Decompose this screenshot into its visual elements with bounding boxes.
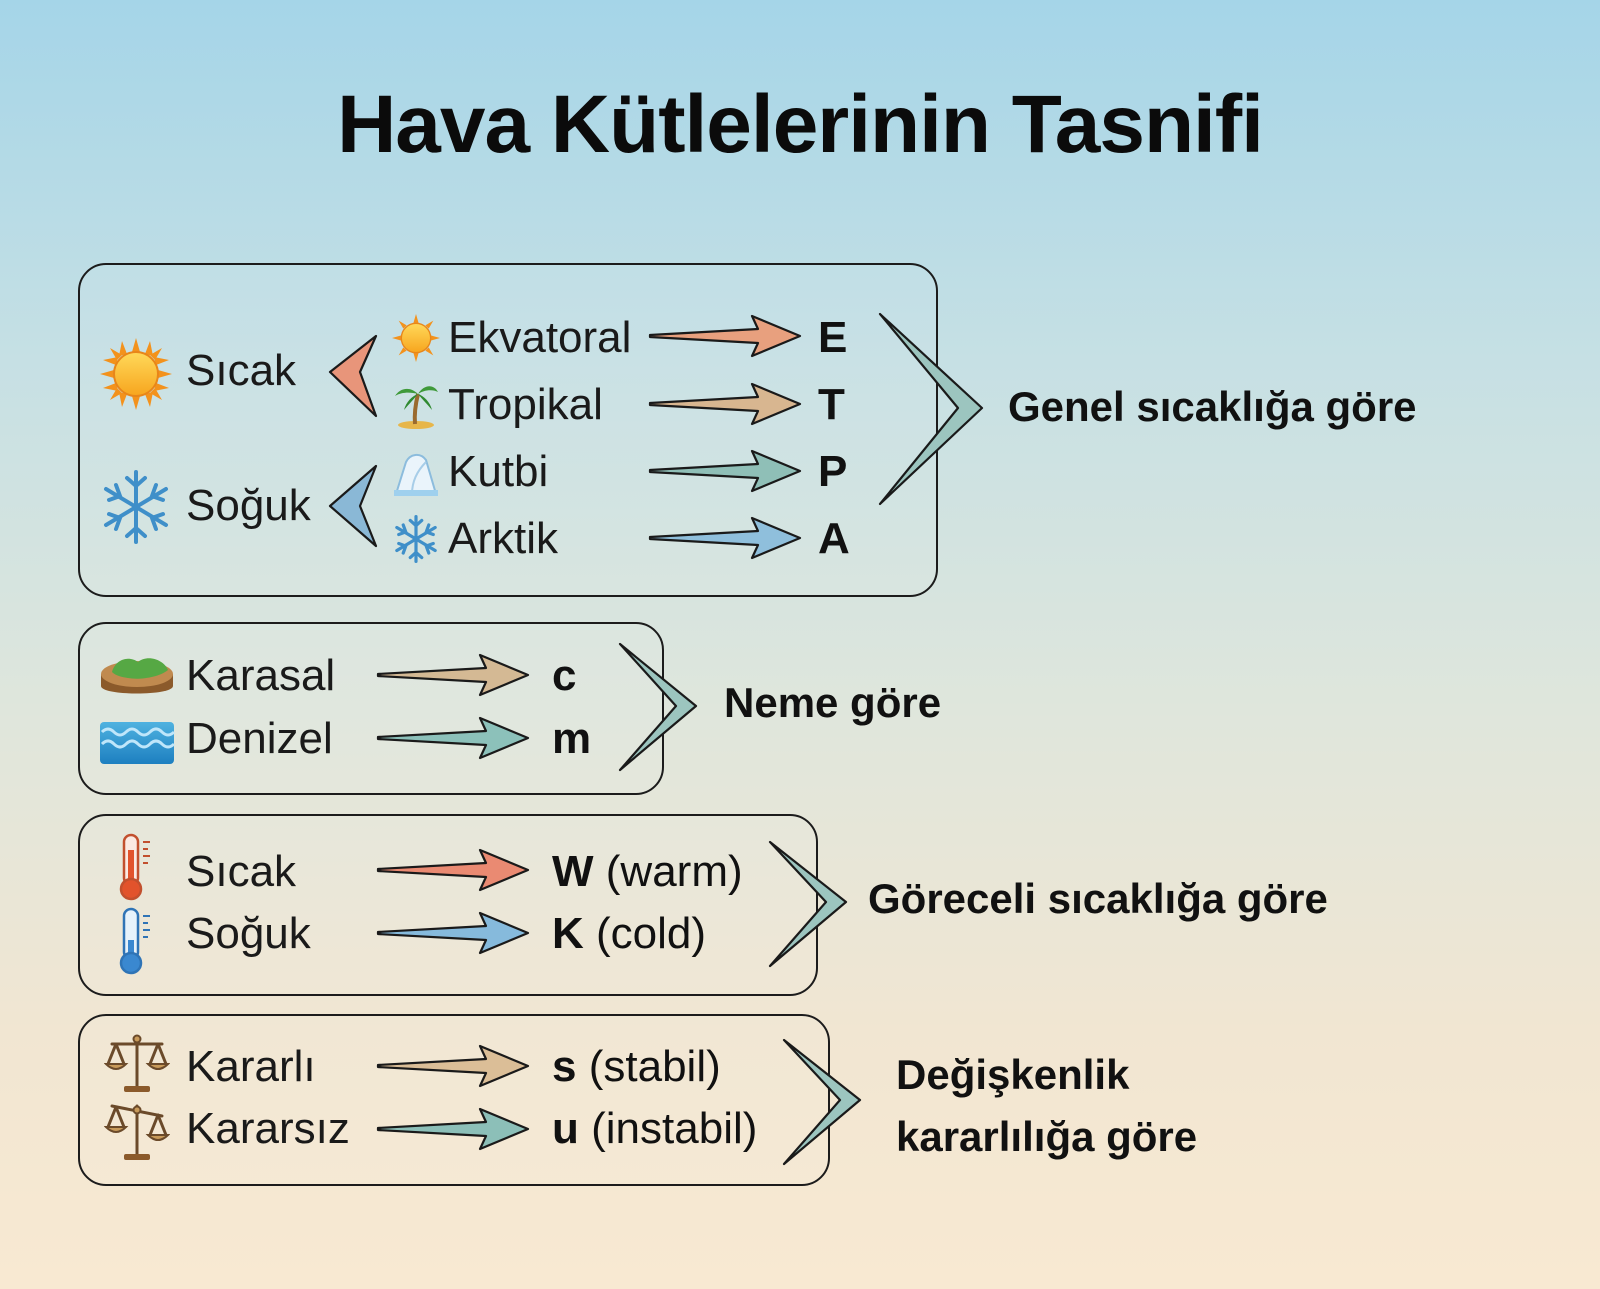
code-A: A	[818, 514, 850, 563]
arrow-equatorial	[650, 316, 800, 356]
side-label-stability-line1: Değişkenlik	[896, 1051, 1130, 1098]
code-paren: (instabil)	[591, 1104, 758, 1153]
item-label-equatorial: Ekvatoral	[448, 313, 632, 362]
side-label-general-temperature: Genel sıcaklığa göre	[1008, 383, 1417, 430]
chevron-group-relative	[770, 842, 846, 966]
item-label-warm: Sıcak	[186, 847, 297, 896]
chevron-warm	[330, 336, 376, 416]
item-label-continental: Karasal	[186, 651, 336, 700]
code-letter: W	[552, 847, 594, 896]
chevron-group-stability	[784, 1040, 860, 1164]
item-label-unstable: Kararsız	[186, 1104, 350, 1153]
code-m: m	[552, 714, 592, 763]
arrow-tropical	[650, 384, 800, 424]
code-letter: K	[552, 909, 584, 958]
item-label-maritime: Denizel	[186, 714, 333, 763]
parent-label-warm: Sıcak	[186, 346, 297, 395]
item-label-stable: Kararlı	[186, 1042, 316, 1091]
side-label-stability-line2: kararlılığa göre	[896, 1113, 1198, 1160]
arrow-continental	[378, 655, 528, 695]
arrow-polar	[650, 451, 800, 491]
code-paren: (stabil)	[588, 1042, 721, 1091]
code-T: T	[818, 380, 845, 429]
arrow-maritime	[378, 718, 528, 758]
arrow-stable	[378, 1046, 528, 1086]
item-label-cold: Soğuk	[186, 909, 311, 958]
item-label-arctic: Arktik	[448, 514, 558, 563]
arrow-unstable	[378, 1109, 528, 1149]
code-letter: u	[552, 1104, 579, 1153]
side-label-relative-temperature: Göreceli sıcaklığa göre	[868, 875, 1328, 922]
item-label-tropical: Tropikal	[448, 380, 603, 429]
code-letter: s	[552, 1042, 577, 1091]
item-label-polar: Kutbi	[448, 447, 549, 496]
chevron-cold	[330, 466, 376, 546]
code-paren: (warm)	[605, 847, 743, 896]
chevron-group-humidity	[620, 644, 696, 770]
side-label-humidity: Neme göre	[724, 679, 942, 726]
page-title: Hava Kütlelerinin Tasnifi	[337, 79, 1263, 170]
parent-label-cold: Soğuk	[186, 481, 311, 530]
code-E: E	[818, 313, 848, 362]
arrow-cold	[378, 913, 528, 953]
arrow-arctic	[650, 518, 800, 558]
chevron-group-general	[880, 314, 982, 504]
code-c: c	[552, 651, 577, 700]
code-P: P	[818, 447, 848, 496]
arrow-warm	[378, 850, 528, 890]
code-paren: (cold)	[596, 909, 707, 958]
